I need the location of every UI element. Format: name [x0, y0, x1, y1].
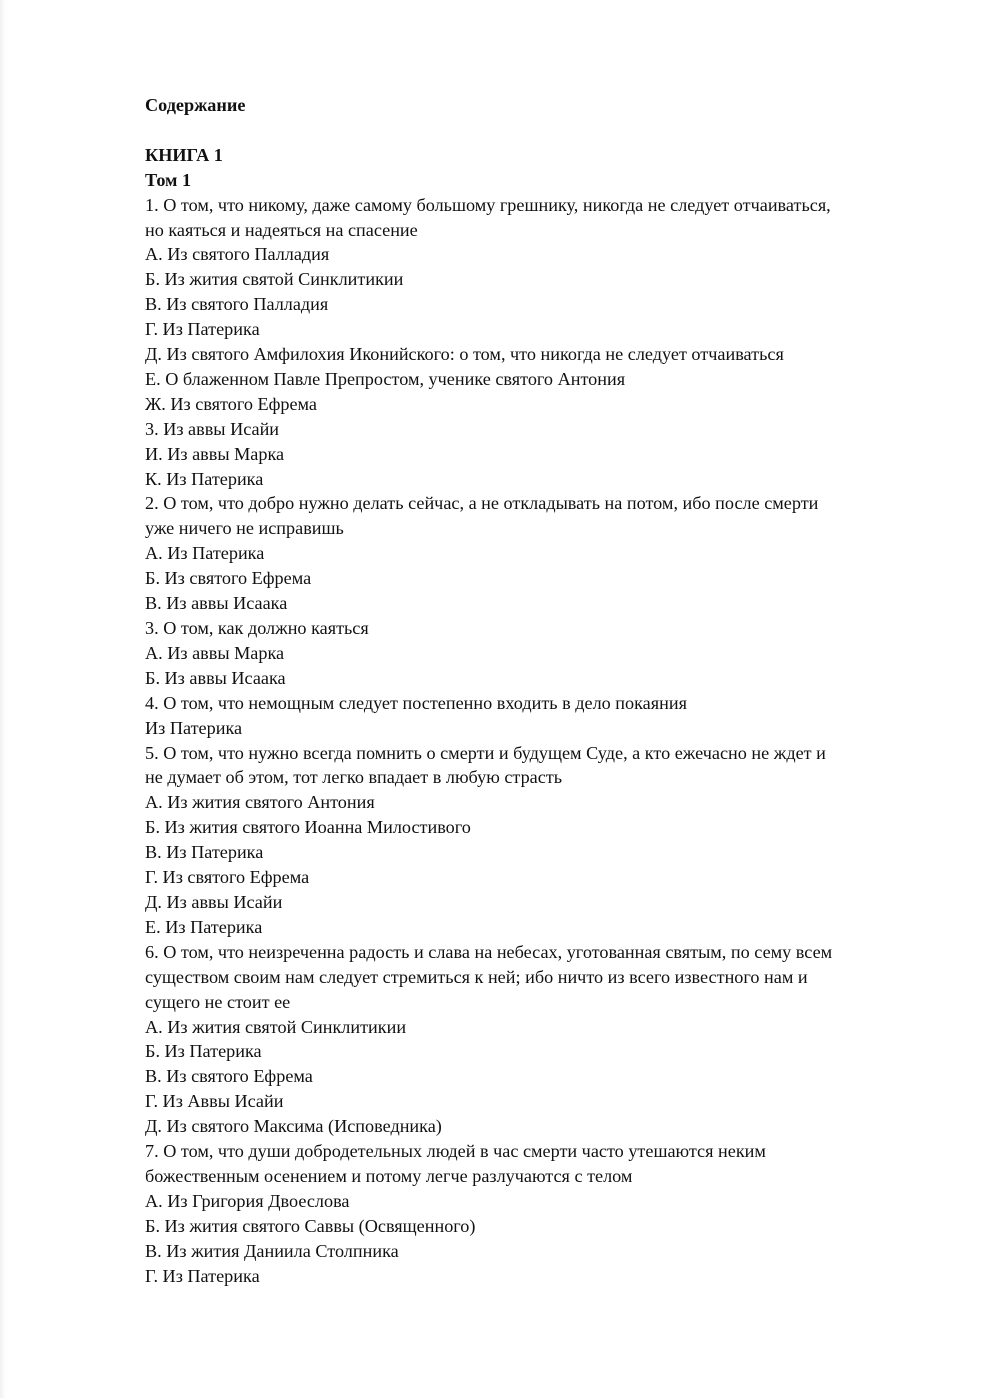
section-entry: Г. Из Патерика	[145, 1265, 260, 1286]
chapter-title-line: божественным осенением и потому легче разлучаются с телом	[145, 1165, 633, 1186]
section-entry: А. Из Григория Двоеслова	[145, 1190, 350, 1211]
section-entry: Б. Из аввы Исаака	[145, 667, 286, 688]
section-entry: Ж. Из святого Ефрема	[145, 393, 318, 414]
chapter-title-line: 5. О том, что нужно всегда помнить о смерти и будущем Суде, а кто ежечасно не ждет и	[145, 742, 826, 763]
section-entry: А. Из Патерика	[145, 543, 265, 564]
section-entry: В. Из Патерика	[145, 842, 264, 863]
table-of-contents	[145, 93, 925, 1288]
volume-heading: Том 1	[145, 169, 192, 190]
section-entry: В. Из аввы Исаака	[145, 593, 288, 614]
chapter-title-line: 1. О том, что никому, даже самому большому грешнику, никогда не следует отчаиваться,	[145, 194, 831, 215]
chapter-title-line: 2. О том, что добро нужно делать сейчас, а не откладывать на потом, ибо после смерти	[145, 493, 819, 514]
section-entry: А. Из святого Палладия	[145, 244, 330, 265]
section-entry: Е. О блаженном Павле Препростом, ученике святого Антония	[145, 368, 626, 389]
section-entry: А. Из жития святой Синклитикии	[145, 1016, 407, 1037]
chapter-title-line: не думает об этом, тот легко впадает в любую страсть	[145, 767, 563, 788]
section-entry: Б. Из Патерика	[145, 1041, 262, 1062]
chapter-title-line: существом своим нам следует стремиться к ней; ибо ничто из всего известного нам и	[145, 966, 808, 987]
chapter-title-line: уже ничего не исправишь	[145, 518, 344, 539]
section-entry: А. Из аввы Марка	[145, 642, 285, 663]
contents-title: Содержание	[145, 95, 246, 115]
chapter-title-line: сущего не стоит ее	[145, 991, 291, 1012]
section-entry: Б. Из жития святой Синклитикии	[145, 269, 404, 290]
chapter-title-line: 4. О том, что немощным следует постепенно входить в дело покаяния	[145, 692, 687, 713]
section-entry: Б. Из святого Ефрема	[145, 568, 312, 589]
section-entry: Г. Из Патерика	[145, 319, 260, 340]
section-entry: Д. Из святого Амфилохия Иконийского: о том, что никогда не следует отчаиваться	[145, 344, 784, 365]
section-entry: Б. Из жития святого Саввы (Освященного)	[145, 1215, 476, 1236]
section-entry: В. Из жития Даниила Столпника	[145, 1240, 399, 1261]
chapter-title-line: 3. О том, как должно каяться	[145, 618, 369, 639]
section-entry: В. Из святого Ефрема	[145, 1066, 313, 1087]
section-entry: В. Из святого Палладия	[145, 294, 329, 315]
chapter-title-line: 7. О том, что души добродетельных людей в час смерти часто утешаются неким	[145, 1141, 766, 1162]
toc-lines	[145, 193, 925, 1289]
section-entry: И. Из аввы Марка	[145, 443, 285, 464]
section-entry: Д. Из святого Максима (Исповедника)	[145, 1116, 442, 1137]
section-entry: Е. Из Патерика	[145, 916, 263, 937]
section-entry: Г. Из Аввы Исайи	[145, 1091, 284, 1112]
chapter-title-line: 6. О том, что неизреченна радость и слава на небесах, уготованная святым, по сему всем	[145, 941, 833, 962]
section-entry: Б. Из жития святого Иоанна Милостивого	[145, 817, 471, 838]
section-entry: 3. Из аввы Исайи	[145, 418, 280, 439]
section-entry: К. Из Патерика	[145, 468, 264, 489]
book-heading: КНИГА 1	[145, 144, 223, 165]
section-entry: Из Патерика	[145, 717, 243, 738]
section-entry: А. Из жития святого Антония	[145, 792, 375, 813]
title-spacer	[145, 118, 925, 143]
section-entry: Д. Из аввы Исайи	[145, 891, 283, 912]
section-entry: Г. Из святого Ефрема	[145, 867, 310, 888]
chapter-title-line: но каяться и надеяться на спасение	[145, 219, 418, 240]
